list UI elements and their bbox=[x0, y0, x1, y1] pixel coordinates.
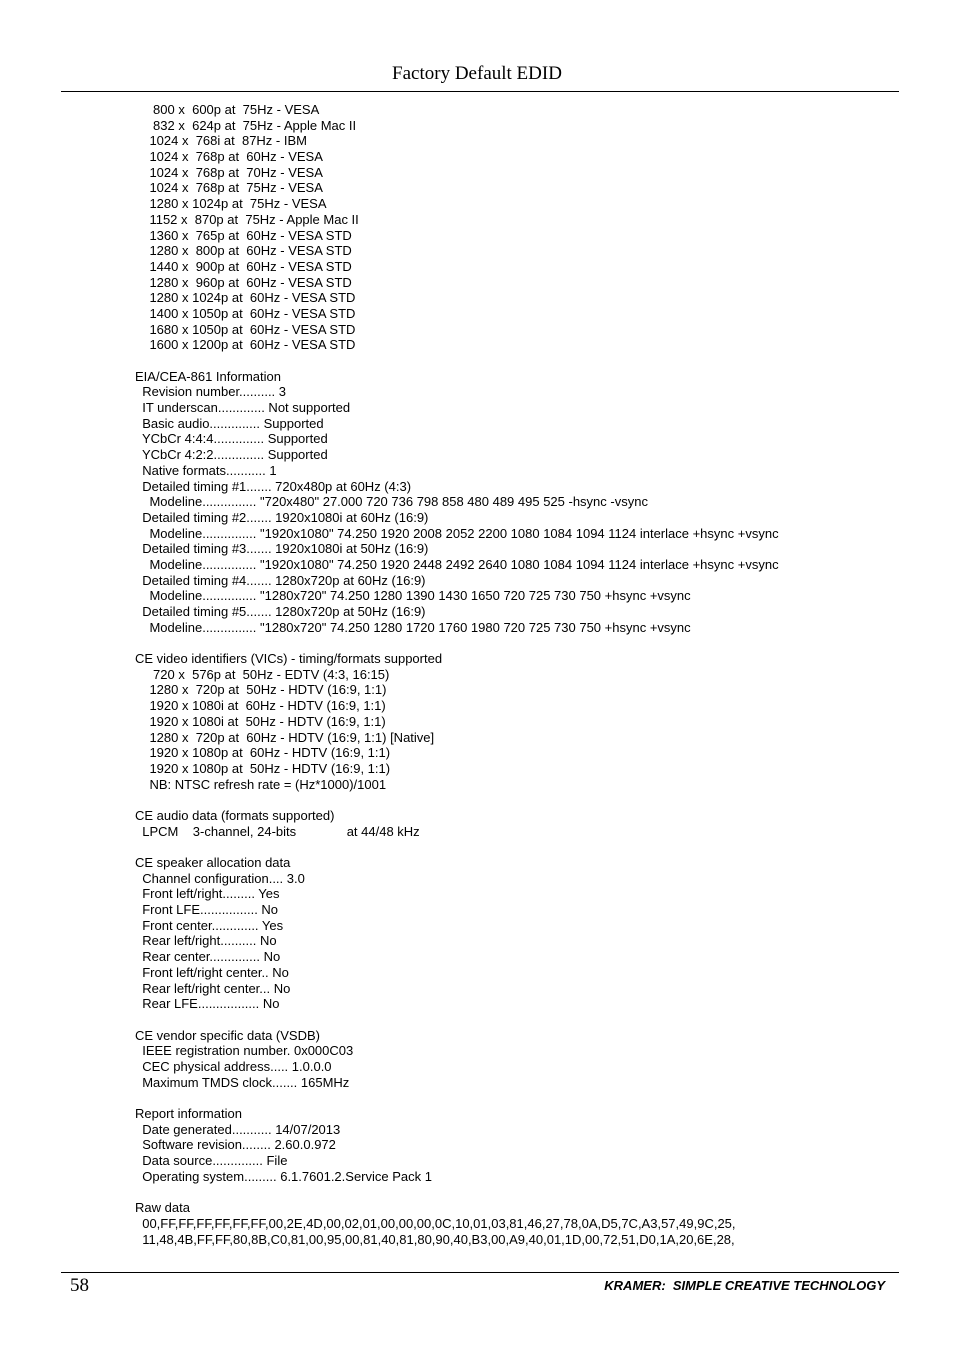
report-line: Date generated........... 14/07/2013 bbox=[135, 1121, 341, 1137]
report-line: 1920 x 1080i at 60Hz - HDTV (16:9, 1:1) bbox=[135, 698, 386, 714]
report-line: IEEE registration number. 0x000C03 bbox=[135, 1043, 354, 1059]
report-line: 1360 x 765p at 60Hz - VESA STD bbox=[135, 227, 352, 243]
report-line: LPCM 3-channel, 24-bits at 44/48 kHz bbox=[135, 823, 420, 839]
report-line: YCbCr 4:2:2.............. Supported bbox=[135, 447, 328, 463]
report-line: EIA/CEA-861 Information bbox=[135, 368, 281, 384]
report-line: CE speaker allocation data bbox=[135, 855, 291, 870]
footer-brand-tagline: KRAMER: SIMPLE CREATIVE TECHNOLOGY bbox=[604, 1278, 885, 1293]
report-line: 1280 x 800p at 60Hz - VESA STD bbox=[135, 243, 352, 259]
report-line: CEC physical address..... 1.0.0.0 bbox=[135, 1058, 332, 1074]
report-line: Basic audio.............. Supported bbox=[135, 415, 324, 431]
report-line bbox=[135, 1090, 779, 1106]
report-line bbox=[135, 1012, 779, 1028]
report-line: Raw data bbox=[135, 1200, 190, 1216]
report-line bbox=[135, 1184, 779, 1200]
report-line: 800 x 600p at 75Hz - VESA bbox=[135, 102, 320, 117]
report-line bbox=[135, 792, 779, 808]
report-line: Rear left/right center... No bbox=[135, 980, 291, 996]
report-line: 1280 x 1024p at 75Hz - VESA bbox=[135, 196, 327, 212]
report-line: Data source.............. File bbox=[135, 1153, 288, 1169]
report-line: 1680 x 1050p at 60Hz - VESA STD bbox=[135, 321, 356, 337]
report-line: 1024 x 768i at 87Hz - IBM bbox=[135, 133, 307, 149]
report-line: 1024 x 768p at 75Hz - VESA bbox=[135, 180, 323, 196]
report-line: 1400 x 1050p at 60Hz - VESA STD bbox=[135, 305, 356, 321]
report-line: Modeline............... "1280x720" 74.250 1280 1720 1760 1980 720 725 730 750 +hsync +vsync bbox=[135, 619, 691, 635]
report-line bbox=[135, 353, 779, 369]
report-line: Revision number.......... 3 bbox=[135, 384, 287, 400]
report-line: Modeline............... "1280x720" 74.250 1280 1390 1430 1650 720 725 730 750 +hsync +vsync bbox=[135, 588, 691, 604]
report-line: Modeline............... "720x480" 27.000 720 736 798 858 480 489 495 525 -hsync -vsync bbox=[135, 494, 648, 510]
report-line: Channel configuration.... 3.0 bbox=[135, 870, 305, 886]
report-line: 1024 x 768p at 60Hz - VESA bbox=[135, 149, 323, 165]
report-line: 1280 x 720p at 60Hz - HDTV (16:9, 1:1) [Native] bbox=[135, 729, 435, 745]
report-line: 00,FF,FF,FF,FF,FF,FF,00,2E,4D,00,02,01,00,00,00,0C,10,01,03,81,46,27,78,0A,D5,7C,A3,57,49,9C,25, bbox=[135, 1215, 736, 1231]
report-line: Front LFE................ No bbox=[135, 902, 279, 918]
report-line bbox=[135, 635, 779, 651]
report-line: CE vendor specific data (VSDB) bbox=[135, 1027, 320, 1043]
report-line: 1920 x 1080p at 60Hz - HDTV (16:9, 1:1) bbox=[135, 745, 391, 761]
report-line: Maximum TMDS clock....... 165MHz bbox=[135, 1074, 350, 1090]
report-line: Front left/right center.. No bbox=[135, 964, 289, 980]
page-header-title: Factory Default EDID bbox=[392, 63, 562, 84]
report-line: Rear center.............. No bbox=[135, 949, 281, 965]
report-line: IT underscan............. Not supported bbox=[135, 400, 351, 416]
report-line: 1920 x 1080i at 50Hz - HDTV (16:9, 1:1) bbox=[135, 713, 386, 729]
report-line: Rear left/right.......... No bbox=[135, 933, 277, 949]
edid-report-text bbox=[135, 102, 779, 1247]
footer-divider bbox=[61, 1272, 899, 1273]
report-line: Detailed timing #1....... 720x480p at 60Hz (4:3) bbox=[135, 478, 412, 494]
report-line: NB: NTSC refresh rate = (Hz*1000)/1001 bbox=[135, 776, 387, 792]
report-line: CE audio data (formats supported) bbox=[135, 807, 335, 823]
report-line: 832 x 624p at 75Hz - Apple Mac II bbox=[135, 117, 357, 133]
report-line: Software revision........ 2.60.0.972 bbox=[135, 1137, 336, 1153]
report-line: Operating system......... 6.1.7601.2.Service Pack 1 bbox=[135, 1168, 432, 1184]
report-line: YCbCr 4:4:4.............. Supported bbox=[135, 431, 328, 447]
header-divider bbox=[61, 91, 899, 92]
report-line: Report information bbox=[135, 1106, 242, 1121]
report-line: Detailed timing #4....... 1280x720p at 60Hz (16:9) bbox=[135, 572, 426, 588]
report-line: 1280 x 960p at 60Hz - VESA STD bbox=[135, 274, 352, 290]
report-line: Modeline............... "1920x1080" 74.250 1920 2008 2052 2200 1080 1084 1094 1124 interlace +hsync +vsync bbox=[135, 525, 779, 541]
report-line: Detailed timing #5....... 1280x720p at 50Hz (16:9) bbox=[135, 604, 426, 619]
report-line bbox=[135, 839, 779, 855]
report-line: Front center............. Yes bbox=[135, 917, 284, 933]
report-line: 1280 x 720p at 50Hz - HDTV (16:9, 1:1) bbox=[135, 682, 387, 698]
report-line: 1024 x 768p at 70Hz - VESA bbox=[135, 164, 323, 180]
report-line: 1440 x 900p at 60Hz - VESA STD bbox=[135, 258, 352, 274]
report-line: Native formats........... 1 bbox=[135, 462, 277, 478]
report-line: Detailed timing #3....... 1920x1080i at 50Hz (16:9) bbox=[135, 541, 429, 557]
report-line: 1152 x 870p at 75Hz - Apple Mac II bbox=[135, 211, 359, 227]
report-line: 1920 x 1080p at 50Hz - HDTV (16:9, 1:1) bbox=[135, 760, 391, 776]
report-line: Detailed timing #2....... 1920x1080i at 60Hz (16:9) bbox=[135, 509, 429, 525]
report-line: 11,48,4B,FF,FF,80,8B,C0,81,00,95,00,81,40,81,80,90,40,B3,00,A9,40,01,1D,00,72,51,D0,1A,20,6E,28, bbox=[135, 1231, 735, 1247]
page-number: 58 bbox=[70, 1275, 89, 1296]
report-line: 1280 x 1024p at 60Hz - VESA STD bbox=[135, 290, 356, 306]
report-line: 1600 x 1200p at 60Hz - VESA STD bbox=[135, 337, 356, 353]
report-line: Modeline............... "1920x1080" 74.250 1920 2448 2492 2640 1080 1084 1094 1124 interlace +hsync +vsync bbox=[135, 556, 779, 572]
report-line: CE video identifiers (VICs) - timing/formats supported bbox=[135, 651, 443, 667]
report-line: 720 x 576p at 50Hz - EDTV (4:3, 16:15) bbox=[135, 666, 390, 682]
report-line: Front left/right......... Yes bbox=[135, 886, 280, 902]
report-line: Rear LFE................. No bbox=[135, 996, 280, 1012]
